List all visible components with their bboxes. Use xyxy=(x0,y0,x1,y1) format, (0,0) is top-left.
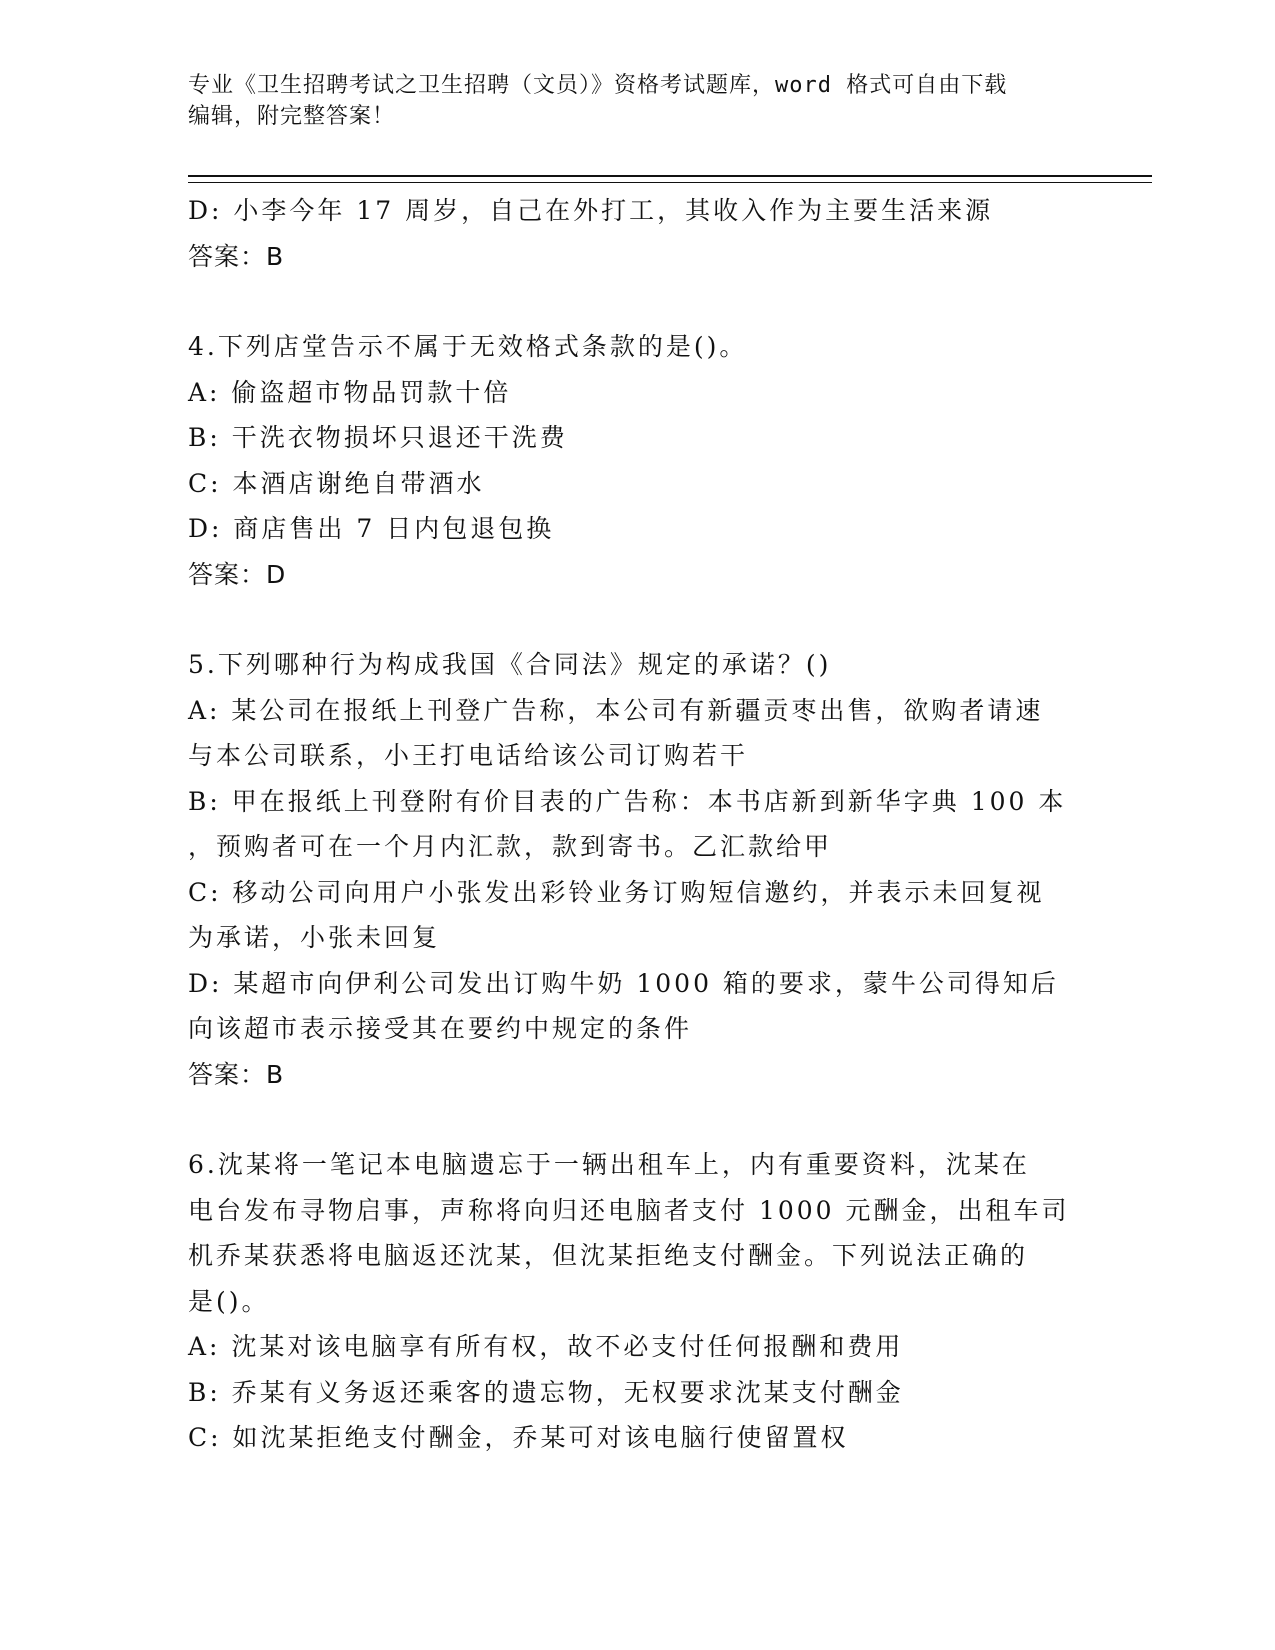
header-line-2: 编辑，附完整答案！ xyxy=(188,104,396,129)
option-c: C: 本酒店谢绝自带酒水 xyxy=(188,468,485,498)
question-4 xyxy=(188,324,1088,597)
previous-question-tail xyxy=(188,188,1088,279)
question-5 xyxy=(188,642,1088,1097)
question-stem-continued: 是()。 xyxy=(188,1286,270,1316)
option-b: B: 乔某有义务返还乘客的遗忘物，无权要求沈某支付酬金 xyxy=(188,1377,904,1407)
option-a: A: 沈某对该电脑享有所有权，故不必支付任何报酬和费用 xyxy=(188,1332,904,1361)
question-stem: 5.下列哪种行为构成我国《合同法》规定的承诺？() xyxy=(188,650,832,679)
option-d: D: 某超市向伊利公司发出订购牛奶 1000 箱的要求，蒙牛公司得知后 xyxy=(188,968,1059,998)
question-stem: 4.下列店堂告示不属于无效格式条款的是()。 xyxy=(188,332,748,361)
question-stem-continued: 机乔某获悉将电脑返还沈某，但沈某拒绝支付酬金。下列说法正确的 xyxy=(188,1241,1029,1270)
question-stem-continued: 电台发布寻物启事，声称将向归还电脑者支付 1000 元酬金，出租车司 xyxy=(188,1195,1070,1225)
option-a-continued: 与本公司联系，小王打电话给该公司订购若干 xyxy=(188,741,749,770)
option-b-continued: ，预购者可在一个月内汇款，款到寄书。乙汇款给甲 xyxy=(188,832,833,861)
option-d: D: 商店售出 7 日内包退包换 xyxy=(188,514,555,543)
option-d-continued: 向该超市表示接受其在要约中规定的条件 xyxy=(188,1014,693,1043)
option-c: C: 如沈某拒绝支付酬金，乔某可对该电脑行使留置权 xyxy=(188,1423,849,1452)
option-a: A: 某公司在报纸上刊登广告称，本公司有新疆贡枣出售，欲购者请速 xyxy=(188,695,1044,725)
question-content xyxy=(188,188,1088,1461)
question-6 xyxy=(188,1142,1088,1461)
answer-line: 答案：B xyxy=(188,1059,285,1089)
option-b: B: 甲在报纸上刊登附有价目表的广告称：本书店新到新华字典 100 本 xyxy=(188,786,1067,816)
answer-line: 答案：B xyxy=(188,241,285,271)
option-b: B: 干洗衣物损坏只退还干洗费 xyxy=(188,423,568,452)
option-d: D: 小李今年 17 周岁，自己在外打工，其收入作为主要生活来源 xyxy=(188,196,994,225)
answer-line: 答案：D xyxy=(188,559,287,589)
option-c-continued: 为承诺，小张未回复 xyxy=(188,923,441,952)
spacer xyxy=(188,597,1088,642)
option-a: A: 偷盗超市物品罚款十倍 xyxy=(188,377,512,407)
header-line-1: 专业《卫生招聘考试之卫生招聘（文员）》资格考试题库，word 格式可自由下载 xyxy=(188,73,1008,98)
header-divider xyxy=(188,175,1152,183)
question-stem: 6.沈某将一笔记本电脑遗忘于一辆出租车上，内有重要资料，沈某在 xyxy=(188,1150,1030,1179)
page-header xyxy=(188,70,1088,132)
spacer xyxy=(188,279,1088,324)
option-c: C: 移动公司向用户小张发出彩铃业务订购短信邀约，并表示未回复视 xyxy=(188,877,1045,907)
spacer xyxy=(188,1097,1088,1142)
